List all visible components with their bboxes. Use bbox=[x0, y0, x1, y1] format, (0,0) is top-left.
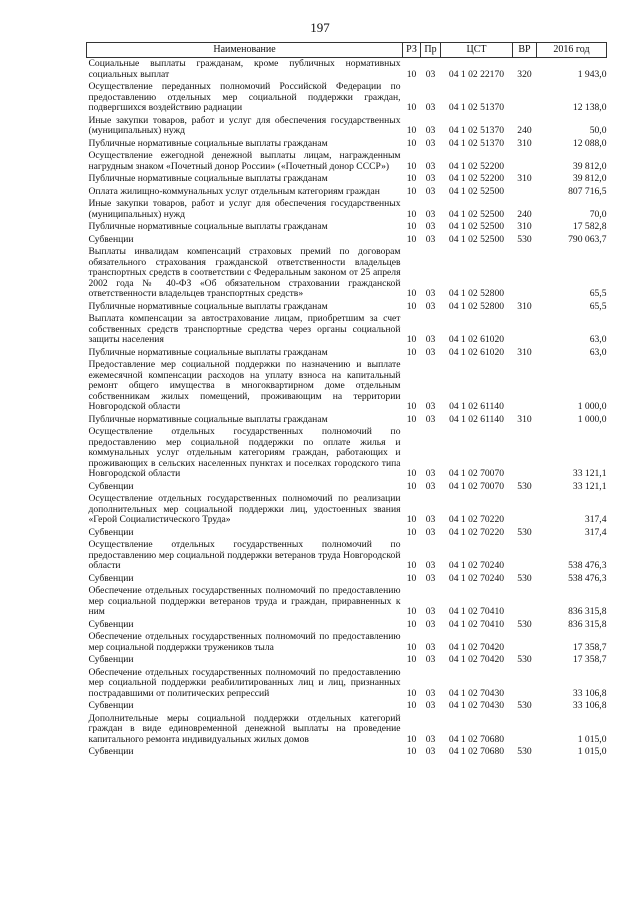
row-name: Субвенции bbox=[88, 746, 134, 757]
row-cst: 04 1 02 70220 bbox=[448, 514, 505, 525]
table-row bbox=[87, 746, 607, 759]
row-sum: 317,4 bbox=[584, 514, 607, 525]
row-cst: 04 1 02 70240 bbox=[448, 572, 505, 584]
table-row bbox=[87, 246, 607, 301]
row-pr: 03 bbox=[425, 401, 436, 412]
table-row bbox=[87, 138, 607, 151]
row-vr: 530 bbox=[517, 526, 532, 538]
row-cst: 04 1 02 70410 bbox=[448, 606, 505, 617]
row-sum: 63,0 bbox=[589, 334, 607, 345]
row-name: Публичные нормативные социальные выплаты гражданам bbox=[88, 221, 328, 232]
row-cst: 04 1 02 70220 bbox=[448, 526, 505, 538]
row-cst: 04 1 02 52800 bbox=[448, 300, 505, 312]
row-sum: 12 088,0 bbox=[572, 137, 607, 149]
row-pr: 03 bbox=[425, 641, 436, 653]
row-cst: 04 1 02 70420 bbox=[448, 654, 505, 665]
table-row bbox=[87, 186, 607, 199]
row-pr: 03 bbox=[425, 334, 436, 345]
row-vr: 310 bbox=[517, 221, 532, 232]
table-row bbox=[87, 527, 607, 540]
row-sum: 63,0 bbox=[589, 346, 607, 358]
row-rz: 10 bbox=[406, 526, 417, 538]
row-pr: 03 bbox=[425, 173, 436, 184]
table-row bbox=[87, 700, 607, 713]
row-name: Выплаты инвалидам компенсаций страховых премий по договорам обязательного страхования гражданской ответственности владельцев транспортных средств в соответствии с Федеральным законом от 25 апреля 2002 года № 40-ФЗ «Об обязательном страховании гражданской ответственности владельцев транспортных средств» bbox=[88, 246, 401, 299]
row-name: Публичные нормативные социальные выплаты гражданам bbox=[88, 300, 328, 312]
row-cst: 04 1 02 52500 bbox=[448, 221, 505, 232]
table-row bbox=[87, 198, 607, 221]
row-rz: 10 bbox=[406, 641, 417, 653]
row-pr: 03 bbox=[425, 654, 436, 665]
row-name: Осуществление отдельных государственных полномочий по реализации дополнительных мер социальной поддержки лиц, удостоенных звания «Герой Социалистического Труда» bbox=[88, 493, 401, 525]
row-cst: 04 1 02 70070 bbox=[448, 468, 505, 479]
row-rz: 10 bbox=[406, 233, 417, 245]
table-row bbox=[87, 539, 607, 573]
row-rz: 10 bbox=[406, 160, 417, 172]
table-row bbox=[87, 221, 607, 234]
row-name: Субвенции bbox=[88, 480, 134, 492]
row-pr: 03 bbox=[425, 160, 436, 172]
row-vr: 530 bbox=[517, 233, 532, 245]
row-sum: 12 138,0 bbox=[572, 102, 607, 113]
row-rz: 10 bbox=[406, 413, 417, 425]
table-row bbox=[87, 585, 607, 619]
row-sum: 836 315,8 bbox=[568, 606, 607, 617]
row-pr: 03 bbox=[425, 514, 436, 525]
row-cst: 04 1 02 22170 bbox=[448, 68, 505, 80]
row-rz: 10 bbox=[406, 606, 417, 617]
row-pr: 03 bbox=[425, 233, 436, 245]
row-vr: 530 bbox=[517, 654, 532, 665]
row-pr: 03 bbox=[425, 606, 436, 617]
row-sum: 33 121,1 bbox=[572, 468, 607, 479]
row-name: Осуществление переданных полномочий Российской Федерации по предоставлению отдельных мер социальной поддержки граждан, подвергшихся воздействию радиации bbox=[88, 81, 401, 113]
row-vr bbox=[513, 426, 537, 481]
row-pr: 03 bbox=[425, 413, 436, 425]
row-name: Публичные нормативные социальные выплаты гражданам bbox=[88, 137, 328, 149]
row-cst: 04 1 02 61020 bbox=[448, 334, 505, 345]
row-vr bbox=[513, 186, 537, 199]
page-number: 197 bbox=[310, 20, 330, 35]
row-rz: 10 bbox=[406, 334, 417, 345]
row-sum: 50,0 bbox=[589, 125, 607, 136]
table-row bbox=[87, 150, 607, 173]
row-vr bbox=[513, 713, 537, 747]
row-rz: 10 bbox=[406, 300, 417, 312]
table-row bbox=[87, 493, 607, 527]
row-vr bbox=[513, 539, 537, 573]
row-pr: 03 bbox=[425, 618, 436, 630]
row-pr: 03 bbox=[425, 687, 436, 699]
row-cst: 04 1 02 52500 bbox=[448, 233, 505, 245]
row-rz: 10 bbox=[406, 618, 417, 630]
row-rz: 10 bbox=[406, 654, 417, 665]
table-row bbox=[87, 234, 607, 247]
row-name: Осуществление отдельных государственных полномочий по предоставлению мер социальной поддержки ветеранов труда Новгородской области bbox=[88, 539, 401, 571]
row-cst: 04 1 02 52200 bbox=[448, 173, 505, 184]
row-name: Публичные нормативные социальные выплаты гражданам bbox=[88, 413, 328, 425]
row-rz: 10 bbox=[406, 221, 417, 232]
row-vr: 310 bbox=[517, 346, 532, 358]
row-name: Обеспечение отдельных государственных полномочий по предоставлению мер социальной поддержки ветеранов труда и граждан, приравненных к ним bbox=[88, 585, 401, 617]
row-cst: 04 1 02 52200 bbox=[448, 160, 505, 172]
row-name: Субвенции bbox=[88, 526, 134, 538]
row-sum: 65,5 bbox=[589, 288, 607, 299]
row-vr: 310 bbox=[517, 300, 532, 312]
header-pr: Пр bbox=[421, 43, 441, 58]
row-sum: 39 812,0 bbox=[572, 173, 607, 184]
table-row bbox=[87, 301, 607, 314]
row-name: Субвенции bbox=[88, 700, 134, 711]
row-sum: 538 476,3 bbox=[568, 572, 607, 584]
row-rz: 10 bbox=[406, 173, 417, 184]
row-pr: 03 bbox=[425, 346, 436, 358]
row-name: Субвенции bbox=[88, 618, 134, 630]
row-name: Иные закупки товаров, работ и услуг для обеспечения государственных (муниципальных) нужд bbox=[88, 114, 401, 136]
row-rz: 10 bbox=[406, 68, 417, 80]
row-pr: 03 bbox=[425, 300, 436, 312]
row-name: Осуществление ежегодной денежной выплаты лицам, награжденным нагрудным знаком «Почетный донор России» («Почетный донор СССР») bbox=[88, 150, 401, 172]
row-vr: 310 bbox=[517, 137, 532, 149]
row-cst: 04 1 02 70070 bbox=[448, 480, 505, 492]
row-pr: 03 bbox=[425, 185, 436, 197]
table-header bbox=[87, 43, 607, 58]
row-sum: 790 063,7 bbox=[568, 233, 607, 245]
row-vr: 530 bbox=[517, 746, 532, 757]
row-cst: 04 1 02 70680 bbox=[448, 746, 505, 757]
row-pr: 03 bbox=[425, 125, 436, 136]
row-sum: 33 106,8 bbox=[572, 687, 607, 699]
row-rz: 10 bbox=[406, 401, 417, 412]
table-row bbox=[87, 115, 607, 138]
table-row bbox=[87, 631, 607, 654]
row-vr: 530 bbox=[517, 480, 532, 492]
row-name: Социальные выплаты гражданам, кроме публичных нормативных социальных выплат bbox=[88, 58, 401, 80]
row-vr: 530 bbox=[517, 572, 532, 584]
table-row bbox=[87, 313, 607, 347]
row-vr bbox=[513, 667, 537, 701]
row-vr: 320 bbox=[517, 68, 532, 80]
row-sum: 65,5 bbox=[589, 300, 607, 312]
row-sum: 70,0 bbox=[589, 208, 607, 220]
row-name: Обеспечение отдельных государственных полномочий по предоставлению мер социальной поддержки тружеников тыла bbox=[88, 631, 401, 653]
row-pr: 03 bbox=[425, 68, 436, 80]
row-pr: 03 bbox=[425, 746, 436, 757]
header-cst: ЦСТ bbox=[441, 43, 513, 58]
row-pr: 03 bbox=[425, 480, 436, 492]
row-sum: 33 106,8 bbox=[572, 700, 607, 711]
table-row bbox=[87, 359, 607, 414]
table-row bbox=[87, 619, 607, 632]
row-pr: 03 bbox=[425, 733, 436, 745]
row-rz: 10 bbox=[406, 560, 417, 571]
row-vr bbox=[513, 150, 537, 173]
row-cst: 04 1 02 51370 bbox=[448, 125, 505, 136]
row-rz: 10 bbox=[406, 185, 417, 197]
row-sum: 17 582,8 bbox=[572, 221, 607, 232]
row-sum: 807 716,5 bbox=[568, 185, 607, 197]
row-rz: 10 bbox=[406, 468, 417, 479]
row-vr bbox=[513, 493, 537, 527]
budget-table bbox=[86, 42, 607, 759]
header-name: Наименование bbox=[87, 43, 403, 58]
row-pr: 03 bbox=[425, 700, 436, 711]
row-name: Осуществление отдельных государственных полномочий по предоставлению мер социальной поддержки по оплате жилья и коммунальных услуг отдельным категориям граждан, работающих и проживающих в сельских населенных пунктах и поселках городского типа Новгородской области bbox=[88, 426, 401, 479]
row-vr bbox=[513, 313, 537, 347]
row-pr: 03 bbox=[425, 288, 436, 299]
row-sum: 39 812,0 bbox=[572, 160, 607, 172]
row-vr bbox=[513, 359, 537, 414]
row-rz: 10 bbox=[406, 746, 417, 757]
row-sum: 1 000,0 bbox=[577, 413, 607, 425]
row-cst: 04 1 02 70430 bbox=[448, 687, 505, 699]
row-sum: 17 358,7 bbox=[572, 654, 607, 665]
row-rz: 10 bbox=[406, 208, 417, 220]
row-name: Оплата жилищно-коммунальных услуг отдельным категориям граждан bbox=[88, 185, 380, 197]
row-sum: 1 943,0 bbox=[577, 68, 607, 80]
row-vr bbox=[513, 246, 537, 301]
row-cst: 04 1 02 52500 bbox=[448, 208, 505, 220]
row-rz: 10 bbox=[406, 700, 417, 711]
row-pr: 03 bbox=[425, 221, 436, 232]
row-pr: 03 bbox=[425, 137, 436, 149]
row-cst: 04 1 02 51370 bbox=[448, 102, 505, 113]
row-name: Субвенции bbox=[88, 654, 134, 665]
row-cst: 04 1 02 70680 bbox=[448, 733, 505, 745]
row-sum: 17 358,7 bbox=[572, 641, 607, 653]
row-pr: 03 bbox=[425, 102, 436, 113]
row-cst: 04 1 02 70410 bbox=[448, 618, 505, 630]
row-sum: 836 315,8 bbox=[568, 618, 607, 630]
row-pr: 03 bbox=[425, 526, 436, 538]
row-cst: 04 1 02 52800 bbox=[448, 288, 505, 299]
row-vr: 310 bbox=[517, 173, 532, 184]
row-vr: 310 bbox=[517, 413, 532, 425]
row-rz: 10 bbox=[406, 514, 417, 525]
row-rz: 10 bbox=[406, 102, 417, 113]
row-rz: 10 bbox=[406, 687, 417, 699]
row-sum: 538 476,3 bbox=[568, 560, 607, 571]
row-name: Субвенции bbox=[88, 572, 134, 584]
row-sum: 1 015,0 bbox=[577, 733, 607, 745]
row-vr: 530 bbox=[517, 700, 532, 711]
row-rz: 10 bbox=[406, 137, 417, 149]
header-sum: 2016 год bbox=[537, 43, 607, 58]
row-cst: 04 1 02 61020 bbox=[448, 346, 505, 358]
row-rz: 10 bbox=[406, 346, 417, 358]
table-row bbox=[87, 573, 607, 586]
row-sum: 33 121,1 bbox=[572, 480, 607, 492]
row-vr bbox=[513, 81, 537, 115]
table-row bbox=[87, 481, 607, 494]
table-row bbox=[87, 414, 607, 427]
table-body bbox=[87, 58, 607, 759]
row-vr: 530 bbox=[517, 618, 532, 630]
row-name: Публичные нормативные социальные выплаты гражданам bbox=[88, 346, 328, 358]
row-cst: 04 1 02 51370 bbox=[448, 137, 505, 149]
table-row bbox=[87, 426, 607, 481]
row-vr bbox=[513, 631, 537, 654]
row-name: Дополнительные меры социальной поддержки отдельных категорий граждан в виде единовременной денежной выплаты на проведение капитального ремонта индивидуальных жилых домов bbox=[88, 712, 401, 745]
row-name: Публичные нормативные социальные выплаты гражданам bbox=[88, 173, 328, 184]
table-row bbox=[87, 81, 607, 115]
header-vr: ВР bbox=[513, 43, 537, 58]
row-sum: 317,4 bbox=[584, 526, 607, 538]
row-sum: 1 000,0 bbox=[577, 401, 607, 412]
row-rz: 10 bbox=[406, 125, 417, 136]
row-cst: 04 1 02 61140 bbox=[449, 413, 504, 425]
row-rz: 10 bbox=[406, 733, 417, 745]
header-rz: РЗ bbox=[403, 43, 421, 58]
row-name: Иные закупки товаров, работ и услуг для обеспечения государственных (муниципальных) нужд bbox=[88, 198, 401, 220]
row-vr bbox=[513, 585, 537, 619]
row-rz: 10 bbox=[406, 480, 417, 492]
table-row bbox=[87, 347, 607, 360]
row-name: Предоставление мер социальной поддержки по назначению и выплате ежемесячной компенсации расходов на уплату взноса на капитальный ремонт общего имущества в многоквартирном доме отдельным собственникам жилых помещений, проживающим на территории Новгородской области bbox=[88, 359, 401, 412]
row-rz: 10 bbox=[406, 572, 417, 584]
table-row bbox=[87, 58, 607, 82]
row-vr: 240 bbox=[517, 125, 532, 136]
table-row bbox=[87, 173, 607, 186]
table-row bbox=[87, 713, 607, 747]
row-name: Субвенции bbox=[88, 233, 134, 245]
row-pr: 03 bbox=[425, 572, 436, 584]
row-pr: 03 bbox=[425, 468, 436, 479]
row-rz: 10 bbox=[406, 288, 417, 299]
row-pr: 03 bbox=[425, 560, 436, 571]
row-vr: 240 bbox=[517, 208, 532, 220]
row-name: Обеспечение отдельных государственных полномочий по предоставлению мер социальной поддержки реабилитированных лиц и лиц, признанных пострадавшими от политических репрессий bbox=[88, 666, 401, 699]
row-cst: 04 1 02 61140 bbox=[449, 401, 504, 412]
row-cst: 04 1 02 70420 bbox=[448, 641, 505, 653]
row-cst: 04 1 02 52500 bbox=[448, 185, 505, 197]
row-pr: 03 bbox=[425, 208, 436, 220]
table-row bbox=[87, 667, 607, 701]
row-name: Выплата компенсации за автострахование лицам, приобретшим за счет собственных средств транспортные средства через органы социальной защиты населения bbox=[88, 313, 401, 345]
row-sum: 1 015,0 bbox=[577, 746, 607, 757]
row-cst: 04 1 02 70240 bbox=[448, 560, 505, 571]
table-row bbox=[87, 654, 607, 667]
row-cst: 04 1 02 70430 bbox=[448, 700, 505, 711]
